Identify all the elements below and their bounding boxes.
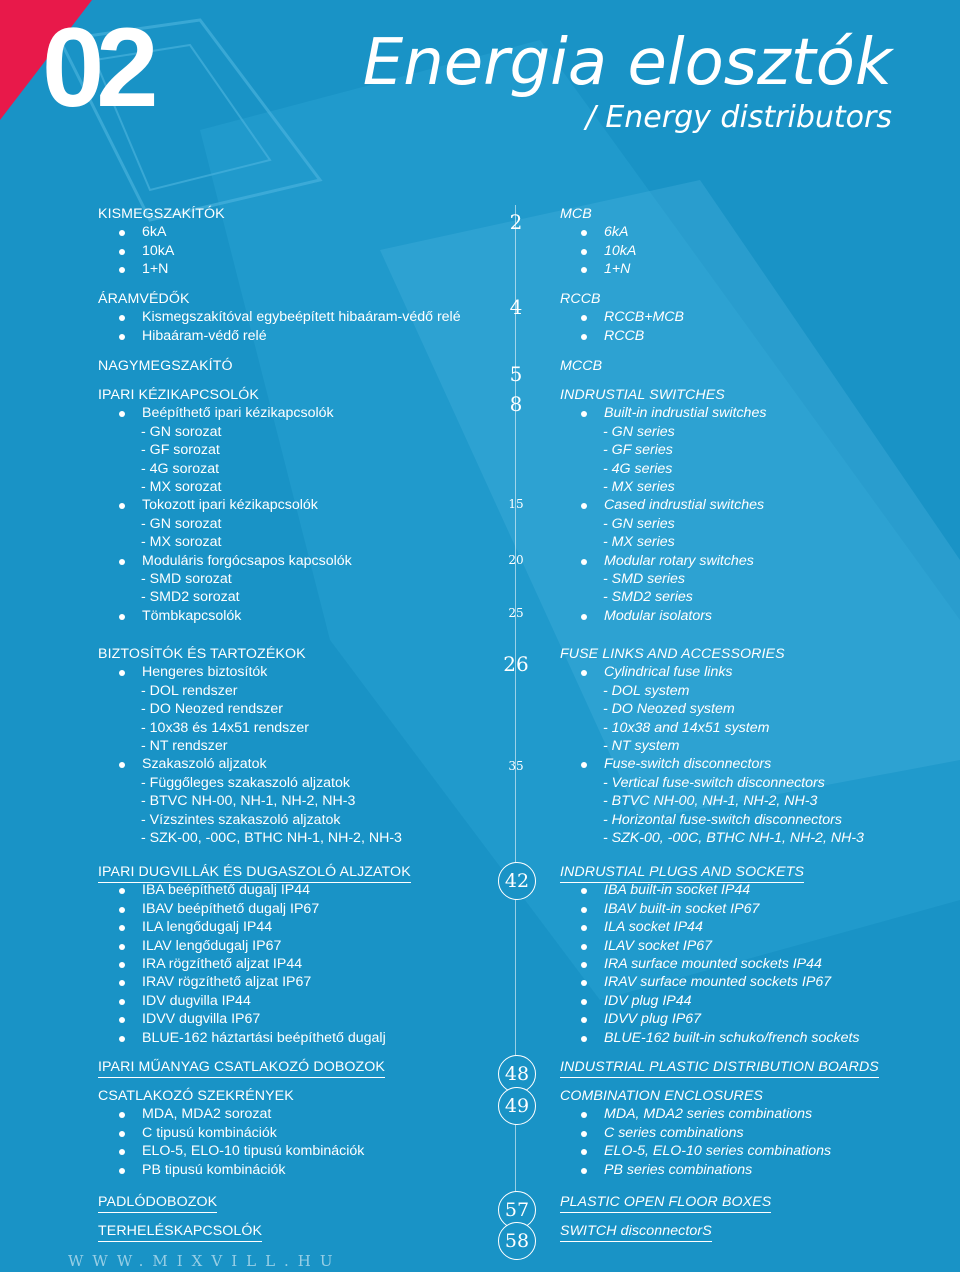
section-fuses-hu (98, 645, 498, 847)
list-subitem: - DOL rendszer (141, 682, 238, 699)
list-item: IRA surface mounted sockets IP44 (560, 955, 940, 973)
section-enclosures-hu (98, 1087, 498, 1179)
list-item: C series combinations (560, 1124, 940, 1142)
list-subitem: - SMD2 series (603, 589, 693, 606)
section-heading: SWITCH disconnectorS (560, 1222, 712, 1242)
list-item: PB tipusú kombinációk (98, 1161, 498, 1179)
section-heading: FUSE LINKS AND ACCESSORIES (560, 646, 785, 662)
list-subitem: - GN series (603, 515, 675, 532)
list-item: ILAV socket IP67 (560, 937, 940, 955)
list-item: Moduláris forgócsapos kapcsolók (98, 552, 498, 570)
list-subitem: - SMD2 sorozat (141, 589, 240, 606)
list-subitem: - DO Neozed system (603, 701, 735, 718)
section-mccb-en (560, 357, 940, 375)
list-item: Cased indrustial switches (560, 496, 940, 514)
list-subitem: - 4G series (603, 460, 673, 477)
list-item: Modular isolators (560, 607, 940, 625)
list-item: Hengeres biztosítók (98, 663, 498, 681)
list-item: ILA socket IP44 (560, 918, 940, 936)
page-number: 2 (509, 210, 523, 234)
page-number: 35 (508, 759, 524, 773)
page-title: Energia elosztók (362, 26, 892, 100)
list-subitem: - MX sorozat (141, 534, 222, 551)
list-subitem: - MX sorozat (141, 478, 222, 495)
list-item: IBA built-in socket IP44 (560, 881, 940, 899)
list-item: 10kA (560, 242, 940, 260)
section-loadswitches-en (560, 1222, 940, 1240)
section-heading: MCCB (560, 358, 603, 374)
page-number: 48 (498, 1055, 536, 1093)
page-number: 15 (508, 497, 524, 511)
page-number: 57 (498, 1191, 536, 1229)
section-heading: IPARI MŰANYAG CSATLAKOZÓ DOBOZOK (98, 1058, 385, 1078)
section-mcb-en (560, 205, 940, 279)
page-subtitle: / Energy distributors (585, 100, 892, 135)
list-item: IRAV rögzíthető aljzat IP67 (98, 973, 498, 991)
section-rccb-hu (98, 290, 498, 345)
page-number: 49 (498, 1087, 536, 1125)
section-boards-hu (98, 1058, 498, 1076)
list-item: Cylindrical fuse links (560, 663, 940, 681)
list-subitem: - NT system (603, 737, 680, 754)
section-switches-hu (98, 386, 498, 625)
section-heading: PADLÓDOBOZOK (98, 1193, 217, 1213)
list-item: IBAV built-in socket IP67 (560, 900, 940, 918)
list-subitem: - GF sorozat (141, 442, 220, 459)
section-heading: INDRUSTIAL PLUGS AND SOCKETS (560, 863, 804, 883)
chapter-number: 02 (42, 5, 151, 130)
list-item: RCCB+MCB (560, 308, 940, 326)
list-item: ELO-5, ELO-10 tipusú kombinációk (98, 1142, 498, 1160)
list-item: ELO-5, ELO-10 series combinations (560, 1142, 940, 1160)
list-subitem: - Vertical fuse-switch disconnectors (603, 774, 825, 791)
section-heading: TERHELÉSKAPCSOLÓK (98, 1222, 262, 1242)
list-subitem: - Függőleges szakaszoló aljzatok (141, 774, 350, 791)
list-subitem: - Vízszintes szakaszoló aljzatok (141, 811, 341, 828)
section-heading: COMBINATION ENCLOSURES (560, 1088, 763, 1104)
list-item: Kismegszakítóval egybeépített hibaáram-védő relé (98, 308, 498, 326)
footer-website: WWW.MIXVILL.HU (68, 1252, 342, 1270)
section-heading: INDRUSTIAL SWITCHES (560, 387, 725, 403)
list-item: 10kA (98, 242, 498, 260)
page-number: 42 (498, 862, 536, 900)
section-floorboxes-hu (98, 1193, 498, 1211)
list-item: 6kA (98, 223, 498, 241)
list-item: RCCB (560, 327, 940, 345)
list-item: MDA, MDA2 sorozat (98, 1105, 498, 1123)
list-item: 6kA (560, 223, 940, 241)
list-subitem: - NT rendszer (141, 737, 228, 754)
list-subitem: - SMD series (603, 570, 685, 587)
section-floorboxes-en (560, 1193, 940, 1211)
list-item: IRAV surface mounted sockets IP67 (560, 973, 940, 991)
section-plugs-en (560, 863, 940, 1047)
list-item: IRA rögzíthető aljzat IP44 (98, 955, 498, 973)
list-item: BLUE-162 built-in schuko/french sockets (560, 1029, 940, 1047)
list-subitem: - 10x38 és 14x51 rendszer (141, 719, 309, 736)
section-heading: RCCB (560, 291, 601, 307)
section-rccb-en (560, 290, 940, 345)
section-loadswitches-hu (98, 1222, 498, 1240)
list-subitem: - SMD sorozat (141, 570, 232, 587)
list-item: Szakaszoló aljzatok (98, 755, 498, 773)
list-subitem: - MX series (603, 534, 675, 551)
list-item: Tokozott ipari kézikapcsolók (98, 496, 498, 514)
section-fuses-en (560, 645, 940, 847)
list-item: BLUE-162 háztartási beépíthető dugalj (98, 1029, 498, 1047)
list-item: Modular rotary switches (560, 552, 940, 570)
page-number: 25 (508, 606, 524, 620)
section-heading: IPARI KÉZIKAPCSOLÓK (98, 387, 259, 403)
section-heading: PLASTIC OPEN FLOOR BOXES (560, 1193, 771, 1213)
list-subitem: - GN sorozat (141, 515, 222, 532)
page-number: 8 (509, 392, 523, 416)
list-item: 1+N (98, 260, 498, 278)
list-item: Fuse-switch disconnectors (560, 755, 940, 773)
list-subitem: - SZK-00, -00C, BTHC NH-1, NH-2, NH-3 (603, 829, 864, 846)
list-subitem: - DOL system (603, 682, 690, 699)
section-switches-en (560, 386, 940, 625)
list-subitem: - BTVC NH-00, NH-1, NH-2, NH-3 (141, 793, 356, 810)
list-item: Tömbkapcsolók (98, 607, 498, 625)
section-heading: CSATLAKOZÓ SZEKRÉNYEK (98, 1088, 294, 1104)
list-item: Beépíthető ipari kézikapcsolók (98, 404, 498, 422)
list-item: IDV dugvilla IP44 (98, 992, 498, 1010)
page-number: 4 (509, 295, 523, 319)
section-heading: KISMEGSZAKÍTÓK (98, 206, 225, 222)
section-heading: ÁRAMVÉDŐK (98, 291, 190, 307)
page-number: 5 (509, 362, 523, 386)
page-number: 20 (508, 553, 524, 567)
section-heading: MCB (560, 206, 592, 222)
list-subitem: - DO Neozed rendszer (141, 701, 283, 718)
list-subitem: - 10x38 and 14x51 system (603, 719, 770, 736)
list-item: IBA beépíthető dugalj IP44 (98, 881, 498, 899)
list-subitem: - GF series (603, 442, 673, 459)
list-item: PB series combinations (560, 1161, 940, 1179)
list-item: 1+N (560, 260, 940, 278)
section-heading: NAGYMEGSZAKÍTÓ (98, 358, 233, 374)
section-plugs-hu (98, 863, 498, 1047)
page-number: 58 (498, 1222, 536, 1260)
section-enclosures-en (560, 1087, 940, 1179)
section-boards-en (560, 1058, 940, 1076)
section-heading: INDUSTRIAL PLASTIC DISTRIBUTION BOARDS (560, 1058, 879, 1078)
list-subitem: - MX series (603, 478, 675, 495)
list-subitem: - Horizontal fuse-switch disconnectors (603, 811, 842, 828)
list-item: MDA, MDA2 series combinations (560, 1105, 940, 1123)
section-mccb-hu (98, 357, 498, 375)
list-item: IDVV plug IP67 (560, 1010, 940, 1028)
list-item: Built-in indrustial switches (560, 404, 940, 422)
list-subitem: - SZK-00, -00C, BTHC NH-1, NH-2, NH-3 (141, 829, 402, 846)
list-subitem: - 4G sorozat (141, 460, 220, 477)
list-subitem: - GN sorozat (141, 423, 222, 440)
list-subitem: - BTVC NH-00, NH-1, NH-2, NH-3 (603, 793, 818, 810)
list-item: IDV plug IP44 (560, 992, 940, 1010)
section-mcb-hu (98, 205, 498, 279)
list-item: C tipusú kombinációk (98, 1124, 498, 1142)
list-subitem: - GN series (603, 423, 675, 440)
page-number: 26 (503, 652, 529, 676)
list-item: IBAV beépíthető dugalj IP67 (98, 900, 498, 918)
list-item: IDVV dugvilla IP67 (98, 1010, 498, 1028)
section-heading: BIZTOSÍTÓK ÉS TARTOZÉKOK (98, 646, 306, 662)
list-item: Hibaáram-védő relé (98, 327, 498, 345)
list-item: ILA lengődugalj IP44 (98, 918, 498, 936)
list-item: ILAV lengődugalj IP67 (98, 937, 498, 955)
section-heading: IPARI DUGVILLÁK ÉS DUGASZOLÓ ALJZATOK (98, 863, 411, 883)
